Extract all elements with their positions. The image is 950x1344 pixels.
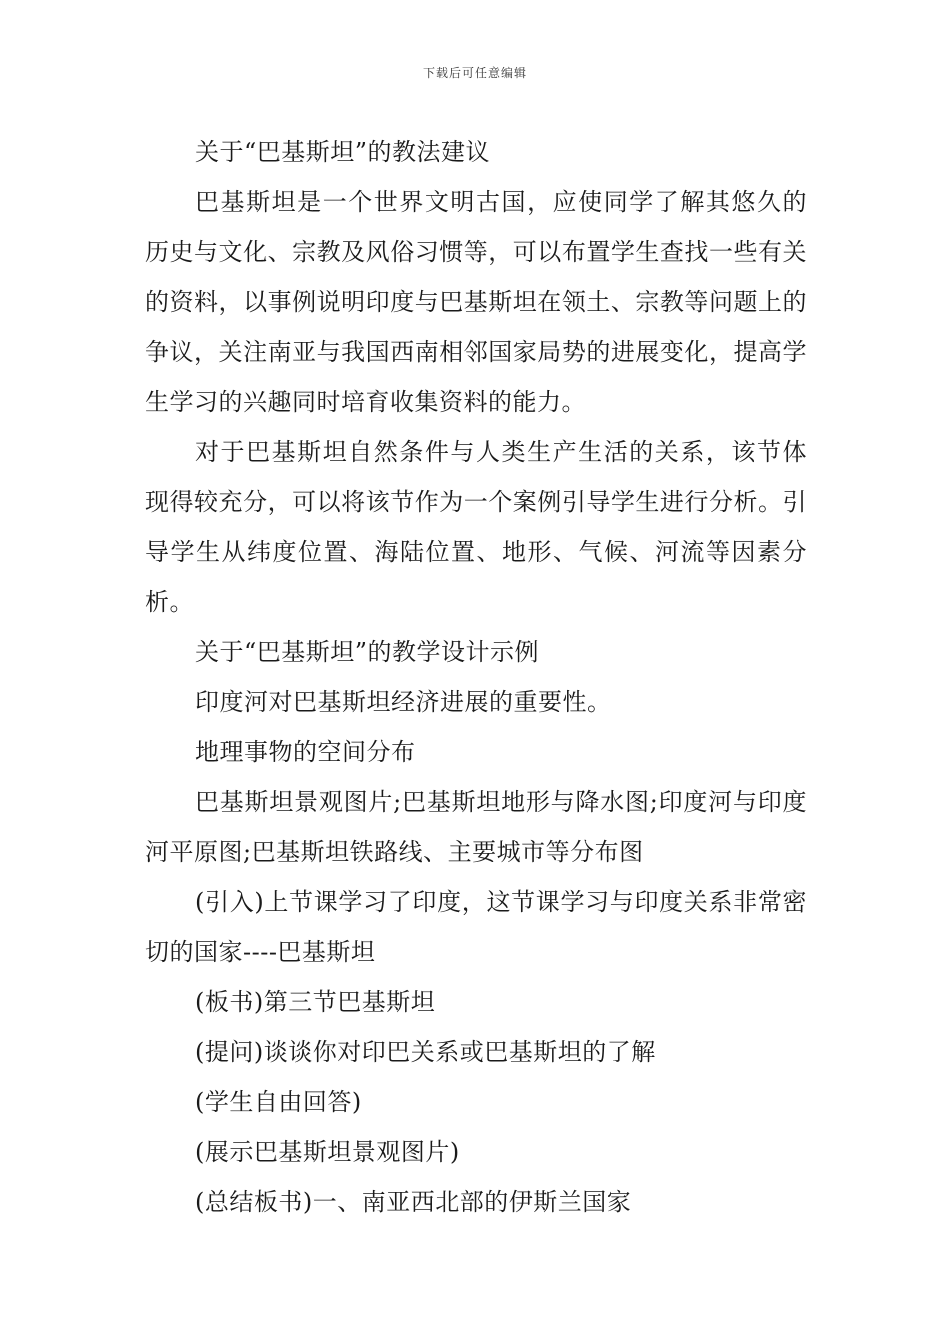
- paragraph-introduction: (引入)上节课学习了印度，这节课学习与印度关系非常密切的国家----巴基斯坦: [145, 888, 807, 966]
- section-heading-teaching-design: 关于“巴基斯坦”的教学设计示例: [195, 638, 540, 666]
- paragraph-indus-importance: 印度河对巴基斯坦经济进展的重要性。: [195, 688, 612, 716]
- paragraph-culture-history: 巴基斯坦是一个世界文明古国，应使同学了解其悠久的历史与文化、宗教及风俗习惯等，可以布置学生查找一些有关的资料，以事例说明印度与巴基斯坦在领土、宗教等问题上的争议，关注南亚与我国西南相邻国家局势的进展变化，提高学生学习的兴趣同时培育收集资料的能力。: [145, 188, 807, 416]
- paragraph-board-title: (板书)第三节巴基斯坦: [195, 988, 436, 1016]
- paragraph-summary-board: (总结板书)一、南亚西北部的伊斯兰国家: [195, 1188, 632, 1216]
- paragraph-question: (提问)谈谈你对印巴关系或巴基斯坦的了解: [195, 1038, 656, 1066]
- paragraph-spatial-distribution: 地理事物的空间分布: [195, 738, 416, 766]
- paragraph-natural-conditions: 对于巴基斯坦自然条件与人类生产生活的关系，该节体现得较充分，可以将该节作为一个案例引导学生进行分析。引导学生从纬度位置、海陆位置、地形、气候、河流等因素分析。: [145, 438, 807, 616]
- document-body: [145, 127, 807, 1227]
- paragraph-show-images: (展示巴基斯坦景观图片): [195, 1138, 460, 1166]
- paragraph-materials-list: 巴基斯坦景观图片;巴基斯坦地形与降水图;印度河与印度河平原图;巴基斯坦铁路线、主要城市等分布图: [145, 788, 807, 866]
- section-heading-teaching-advice: 关于“巴基斯坦”的教法建议: [195, 138, 491, 166]
- page-header-note: 下载后可任意编辑: [422, 66, 527, 80]
- paragraph-student-answer: (学生自由回答): [195, 1088, 362, 1116]
